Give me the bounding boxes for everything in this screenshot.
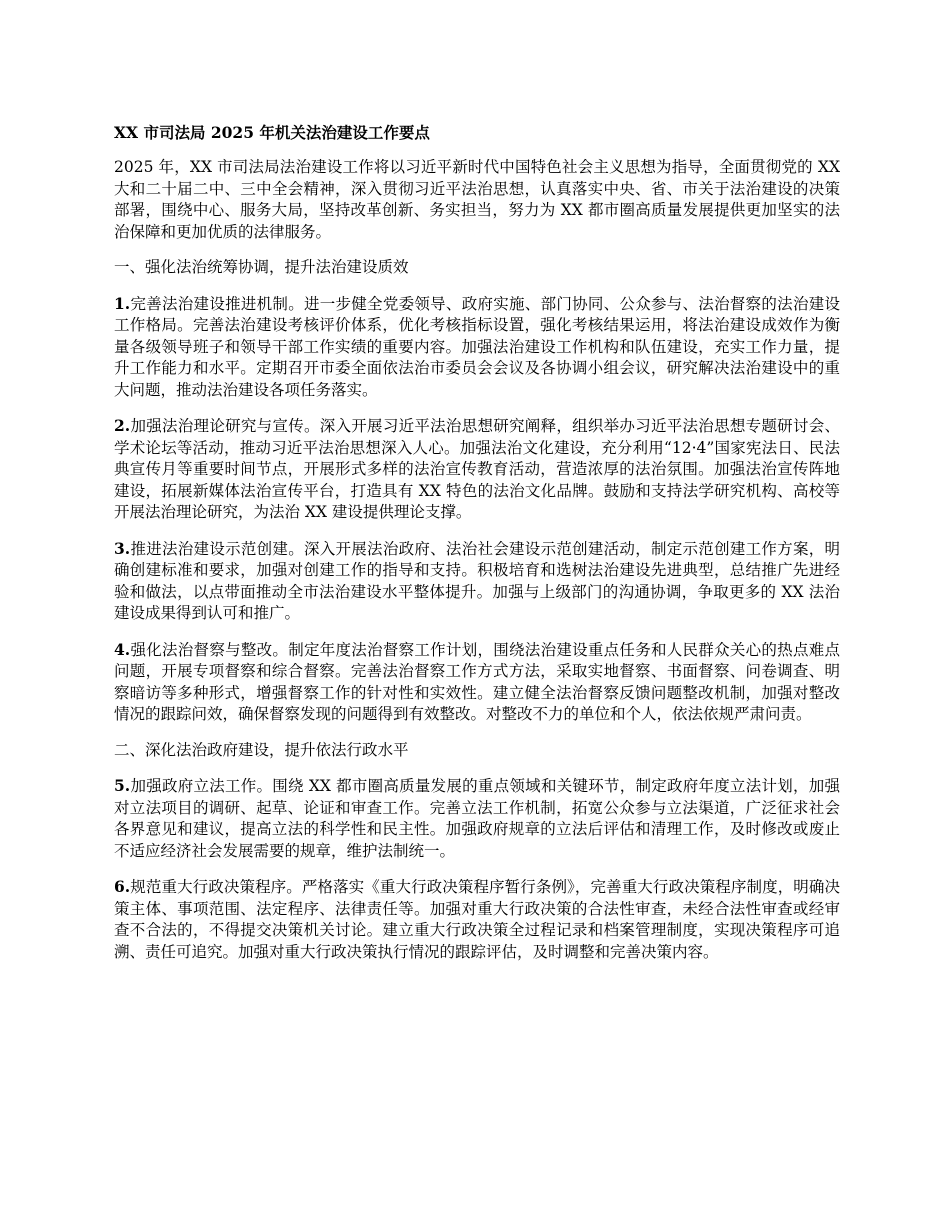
item-text: 完善法治建设推进机制。进一步健全党委领导、政府实施、部门协同、公众参与、法治督察的法治建设工作格局。完善法治建设考核评价体系，优化考核指标设置，强化考核结果运用，将法治建设成效作为衡量各级领导班子和领导干部工作实绩的重要内容。加强法治建设工作机构和队伍建设，充实工作力量，提升工作能力和水平。定期召开市委全面依法治市委员会会议及各协调小组会议，研究解决法治建设中的重大问题，推动法治建设各项任务落实。 [114,294,840,399]
section-1-item-4 [114,639,840,726]
item-text: 规范重大行政决策程序。严格落实《重大行政决策程序暂行条例》，完善重大行政决策程序制度，明确决策主体、事项范围、法定程序、法律责任等。加强对重大行政决策的合法性审查，未经合法性审查或经审查不合法的，不得提交决策机关讨论。建立重大行政决策全过程记录和档案管理制度，实现决策程序可追溯、责任可追究。加强对重大行政决策执行情况的跟踪评估，及时调整和完善决策内容。 [114,878,840,961]
item-number: 4. [114,639,131,659]
item-text: 强化法治督察与整改。制定年度法治督察工作计划，围绕法治建设重点任务和人民群众关心的热点难点问题，开展专项督察和综合督察。完善法治督察工作方式方法，采取实地督察、书面督察、问卷调查、明察暗访等多种形式，增强督察工作的针对性和实效性。建立健全法治督察反馈问题整改机制，加强对整改情况的跟踪问效，确保督察发现的问题得到有效整改。对整改不力的单位和个人，依法依规严肃问责。 [114,640,840,723]
section-1-item-2 [114,415,840,524]
section-1-item-1 [114,293,840,402]
item-number: 1. [114,293,131,313]
section-2-item-5 [114,775,840,862]
document-page [114,122,840,977]
section-1-item-3 [114,538,840,625]
item-number: 5. [114,776,131,795]
item-number: 3. [114,538,131,558]
item-text: 加强政府立法工作。围绕 XX 都市圈高质量发展的重点领域和关键环节，制定政府年度立法计划，加强对立法项目的调研、起草、论证和审查工作。完善立法工作机制，拓宽公众参与立法渠道，广泛征求社会各界意见和建议，提高立法的科学性和民主性。加强政府规章的立法后评估和清理工作，及时修改或废止不适应经济社会发展需要的规章，维护法制统一。 [114,777,840,860]
item-text: 加强法治理论研究与宣传。深入开展习近平法治思想研究阐释，组织举办习近平法治思想专题研讨会、学术论坛等活动，推动习近平法治思想深入人心。加强法治文化建设，充分利用“12·4”国家宪法日、民法典宣传月等重要时间节点，开展形式多样的法治宣传教育活动，营造浓厚的法治氛围。加强法治宣传阵地建设，拓展新媒体法治宣传平台，打造具有 XX 特色的法治文化品牌。鼓励和支持法学研究机构、高校等开展法治理论研究，为法治 XX 建设提供理论支撑。 [114,417,840,521]
item-text: 推进法治建设示范创建。深入开展法治政府、法治社会建设示范创建活动，制定示范创建工作方案，明确创建标准和要求，加强对创建工作的指导和支持。积极培育和选树法治建设先进典型，总结推广先进经验和做法，以点带面推动全市法治建设水平整体提升。加强与上级部门的沟通协调，争取更多的 XX 法治建设成果得到认可和推广。 [114,539,840,622]
section-2-heading: 二、深化法治政府建设，提升依法行政水平 [114,740,409,759]
item-number: 6. [114,877,131,896]
document-title: XX 市司法局 2025 年机关法治建设工作要点 [114,123,430,142]
intro-paragraph: 2025 年，XX 市司法局法治建设工作将以习近平新时代中国特色社会主义思想为指导，全面贯彻党的 XX 大和二十届二中、三中全会精神，深入贯彻习近平法治思想，认真落实中央、省、市关于法治建设的决策部署，围绕中心、服务大局，坚持改革创新、务实担当，努力为 XX 都市圈高质量发展提供更加坚实的法治保障和更加优质的法律服务。 [114,158,840,241]
section-1-heading: 一、强化法治统筹协调，提升法治建设质效 [114,258,409,276]
section-2-item-6 [114,876,840,963]
item-number: 2. [114,416,131,435]
